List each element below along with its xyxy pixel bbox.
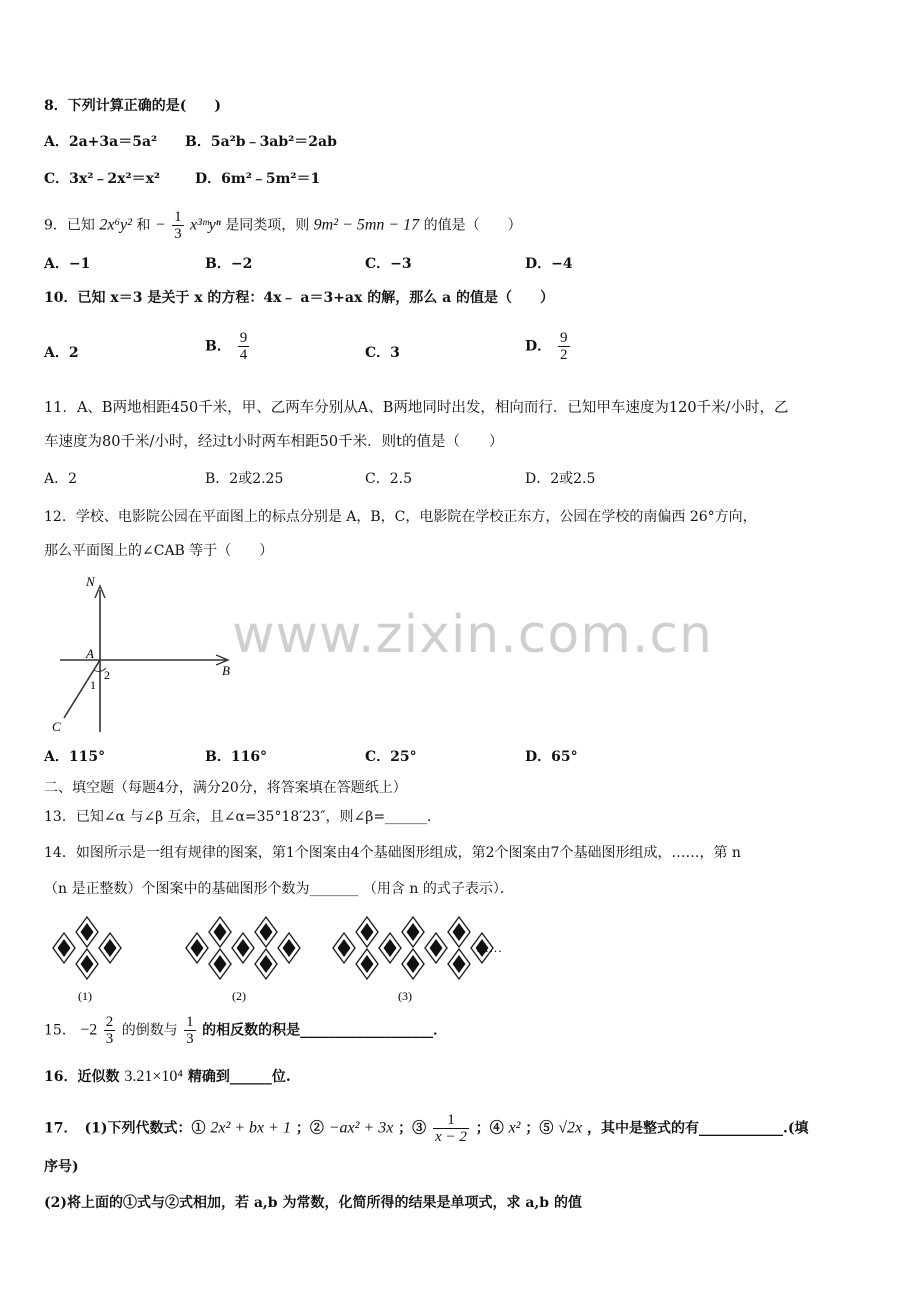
- pattern-1: [53, 917, 121, 979]
- q17-sep-2: ；③: [398, 1120, 427, 1137]
- q10-option-d-fraction: [558, 330, 570, 363]
- q13-stem: 13．已知∠α 与∠β 互余，且∠α=35°18′23″，则∠β=______．: [44, 809, 442, 825]
- pattern-2: [186, 917, 300, 979]
- label-angle-2: 2: [104, 668, 110, 682]
- q9-expression: 9m² − 5mn − 17: [313, 216, 420, 234]
- q17-expr-4: x²: [508, 1119, 521, 1137]
- q11-option-c: C．2.5: [365, 471, 412, 487]
- section-2-heading: 二、填空题（每题4分，满分20分，将答案填在答题纸上）: [44, 780, 407, 796]
- label-b: B: [222, 663, 230, 678]
- q17-expr-2: −ax² + 3x: [328, 1119, 394, 1137]
- q11-option-b: B．2或2.25: [205, 471, 284, 487]
- q9-fraction-denominator: 3: [174, 226, 182, 242]
- q10-option-d: [525, 330, 572, 363]
- q11-option-a: A．2: [44, 471, 78, 487]
- pattern-label-3: (3): [398, 989, 412, 1003]
- q9-term-1: 2x⁶y²: [99, 216, 132, 234]
- q17-expr-5: √2x: [558, 1119, 583, 1137]
- q15-fraction-2-denominator: 3: [186, 1031, 194, 1047]
- q15-fraction-1-denominator: 3: [105, 1031, 114, 1047]
- q12-direction-figure: [48, 572, 248, 738]
- q10-option-c: C．3: [365, 345, 400, 361]
- q9-term-2: x³ᵐyⁿ: [190, 216, 221, 234]
- q17-expr-3-denominator: x − 2: [435, 1129, 467, 1145]
- q8-stem: 8．下列计算正确的是( ): [44, 98, 221, 114]
- q12-option-a: A．115°: [44, 749, 106, 765]
- watermark: www.zixin.com.cn: [232, 605, 713, 665]
- q12-line-1: 12．学校、电影院公园在平面图上的标点分别是 A，B，C，电影院在学校正东方，公园在学校的南偏西 26°方向，: [44, 509, 757, 525]
- pattern-label-1: (1): [78, 989, 92, 1003]
- q14-pattern-figure: [44, 908, 514, 1004]
- q15-prefix: 15．: [44, 1022, 76, 1039]
- pattern-continuation-dots: ……: [476, 940, 502, 955]
- q9-minus: −: [154, 216, 166, 234]
- q9-option-b: B．−2: [205, 256, 253, 272]
- q8-option-b: B．5a²b﹣3ab²＝2ab: [185, 134, 337, 150]
- q10-option-d-denominator: 2: [560, 347, 568, 363]
- q15-fraction-2: [184, 1014, 196, 1047]
- q17-line-2: 序号): [44, 1159, 79, 1175]
- q17-expr-1: 2x² + bx + 1: [210, 1119, 291, 1137]
- q10-option-b-denominator: 4: [239, 347, 248, 363]
- q15-middle: 的倒数与: [121, 1022, 178, 1039]
- q10-option-b-numerator: 9: [239, 330, 248, 346]
- pattern-3: [333, 917, 493, 979]
- q14-line-1: 14．如图所示是一组有规律的图案，第1个图案由4个基础图形组成，第2个图案由7个基础图形组成，……，第 n: [44, 845, 741, 861]
- q17-expr-3-fraction: [433, 1112, 469, 1145]
- q15-fraction-2-numerator: 1: [186, 1014, 194, 1030]
- q10-option-a: A．2: [44, 345, 79, 361]
- q8-option-d: D．6m²﹣5m²＝1: [195, 171, 321, 187]
- q17-sep-3: ；④: [475, 1120, 504, 1137]
- q8-option-a: A．2a+3a＝5a²: [44, 134, 158, 150]
- q11-line-2: 车速度为80千米/小时，经过t小时两车相距50千米．则t的值是（ ）: [44, 434, 504, 450]
- label-c: C: [52, 719, 61, 734]
- label-a: A: [86, 646, 94, 661]
- q10-option-b-label: B．: [205, 338, 231, 355]
- q10-option-b: [205, 330, 251, 363]
- q16-stem: [44, 1066, 291, 1088]
- q9-suffix: 的值是（ ）: [423, 217, 522, 234]
- q14-line-2: （n 是正整数）个图案中的基础图形个数为_______ （用含 n 的式子表示）．: [44, 881, 514, 897]
- q16-number: 3.21×10⁴: [124, 1068, 183, 1085]
- q10-option-d-numerator: 9: [560, 330, 568, 346]
- q16-suffix: 精确到______位.: [187, 1069, 291, 1085]
- q9-option-a: A．−1: [44, 256, 91, 272]
- q12-line-2: 那么平面图上的∠CAB 等于（ ）: [44, 543, 274, 559]
- q15-fraction-1-numerator: 2: [105, 1014, 114, 1030]
- q17-prefix: 17． (1)下列代数式：①: [44, 1120, 206, 1137]
- q17-sep-1: ；②: [295, 1120, 324, 1137]
- q15-fraction-1: [104, 1014, 116, 1047]
- q17-part-1: [44, 1112, 809, 1145]
- q10-stem: 10．已知 x＝3 是关于 x 的方程：4x﹣ a＝3+ax 的解，那么 a 的值是（ ）: [44, 290, 555, 306]
- q9-fraction-numerator: 1: [174, 209, 182, 225]
- q9-option-c: C．−3: [365, 256, 412, 272]
- pattern-label-2: (2): [232, 989, 246, 1003]
- q9-middle: 是同类项，则: [225, 217, 310, 234]
- q10-option-b-fraction: [238, 330, 250, 363]
- q15-stem: [44, 1014, 447, 1047]
- q12-option-c: C．25°: [365, 749, 417, 765]
- q17-tail: ，其中是整式的有____________.(填: [587, 1120, 809, 1137]
- q17-expr-3-numerator: 1: [433, 1112, 469, 1129]
- q11-option-d: D．2或2.5: [525, 471, 596, 487]
- q12-option-d: D．65°: [525, 749, 578, 765]
- q9-prefix: 9．已知: [44, 217, 95, 234]
- q16-prefix: 16．近似数: [44, 1069, 120, 1085]
- q9-option-d: D．−4: [525, 256, 573, 272]
- q9-and: 和: [136, 217, 151, 234]
- q9-stem: [44, 209, 522, 242]
- label-n: N: [86, 574, 95, 589]
- q8-option-c: C．3x²﹣2x²＝x²: [44, 171, 161, 187]
- label-angle-1: 1: [90, 678, 96, 692]
- q11-line-1: 11．A、B两地相距450千米，甲、乙两车分别从A、B两地同时出发，相向而行．已知甲车速度为120千米/小时，乙: [44, 400, 789, 416]
- q15-suffix: 的相反数的积是___________________．: [202, 1022, 448, 1039]
- q12-option-b: B．116°: [205, 749, 268, 765]
- q17-sep-4: ；⑤: [525, 1120, 554, 1137]
- q10-option-d-label: D．: [525, 338, 552, 355]
- q17-part-2: (2)将上面的①式与②式相加，若 a,b 为常数，化简所得的结果是单项式，求 a,b 的值: [44, 1195, 582, 1211]
- q9-fraction: [172, 209, 184, 242]
- q15-whole: −2: [80, 1021, 98, 1039]
